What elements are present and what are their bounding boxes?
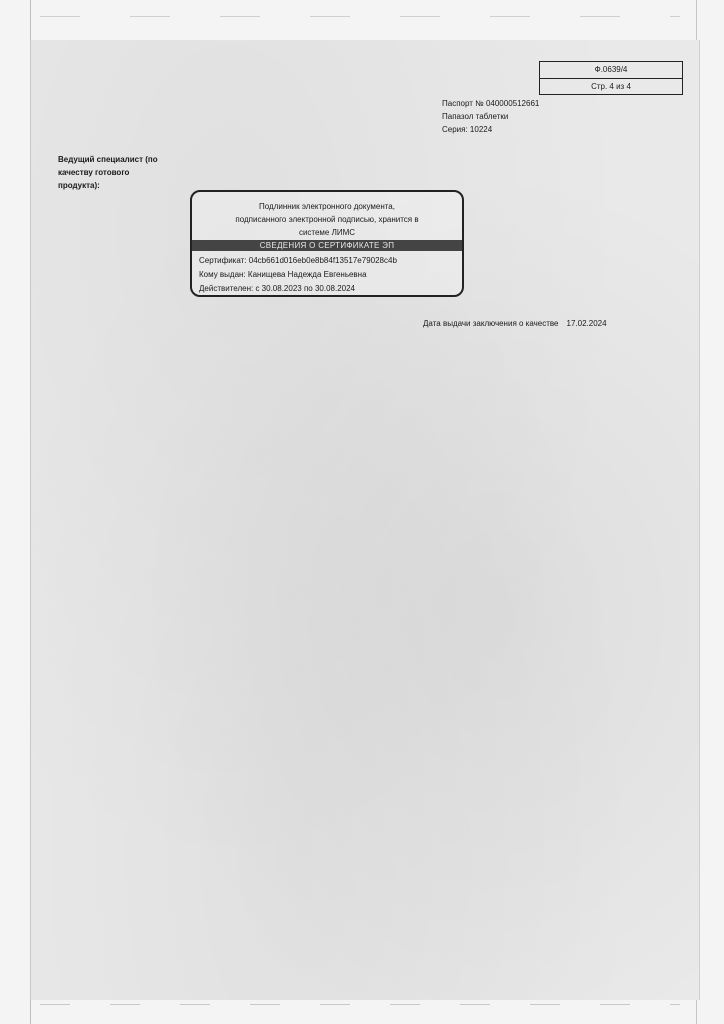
form-code-box: [539, 61, 683, 95]
scan-bottom-artifact: [40, 1004, 680, 1005]
scan-top-artifact: [40, 16, 680, 17]
electronic-signature-stamp: [190, 190, 464, 297]
issue-date-label: Дата выдачи заключения о качестве: [423, 319, 559, 328]
certificate-holder: Кому выдан: Канищева Надежда Евгеньевна: [199, 270, 367, 279]
signature-intro-line: системе ЛИМС: [298, 228, 356, 237]
issue-date-line: [423, 319, 607, 328]
lead-specialist-line: качеству готового: [58, 168, 130, 177]
certificate-band: СВЕДЕНИЯ О СЕРТИФИКАТЕ ЭП: [192, 240, 462, 251]
series: Серия: 10224: [442, 125, 493, 134]
lead-specialist-line: Ведущий специалист (по: [58, 155, 158, 164]
issue-date-value: 17.02.2024: [566, 319, 607, 328]
signature-intro: [192, 200, 462, 239]
passport-number: Паспорт № 040000512661: [442, 99, 540, 108]
lead-specialist-line: продукта):: [58, 181, 100, 190]
certificate-id: Сертификат: 04cb661d016eb0e8b84f13517e79028c4b: [199, 256, 397, 265]
signature-intro-line: Подлинник электронного документа,: [259, 202, 395, 211]
certificate-details: [199, 254, 397, 296]
passport-block: [442, 97, 539, 136]
page-number: Стр. 4 из 4: [540, 78, 682, 95]
certificate-validity: Действителен: с 30.08.2023 по 30.08.2024: [199, 284, 355, 293]
form-code: Ф.0639/4: [594, 65, 628, 74]
signature-intro-line: подписанного электронной подписью, хранится в: [235, 215, 419, 224]
lead-specialist-label: [58, 153, 168, 192]
product-name: Папазол таблетки: [442, 112, 509, 121]
